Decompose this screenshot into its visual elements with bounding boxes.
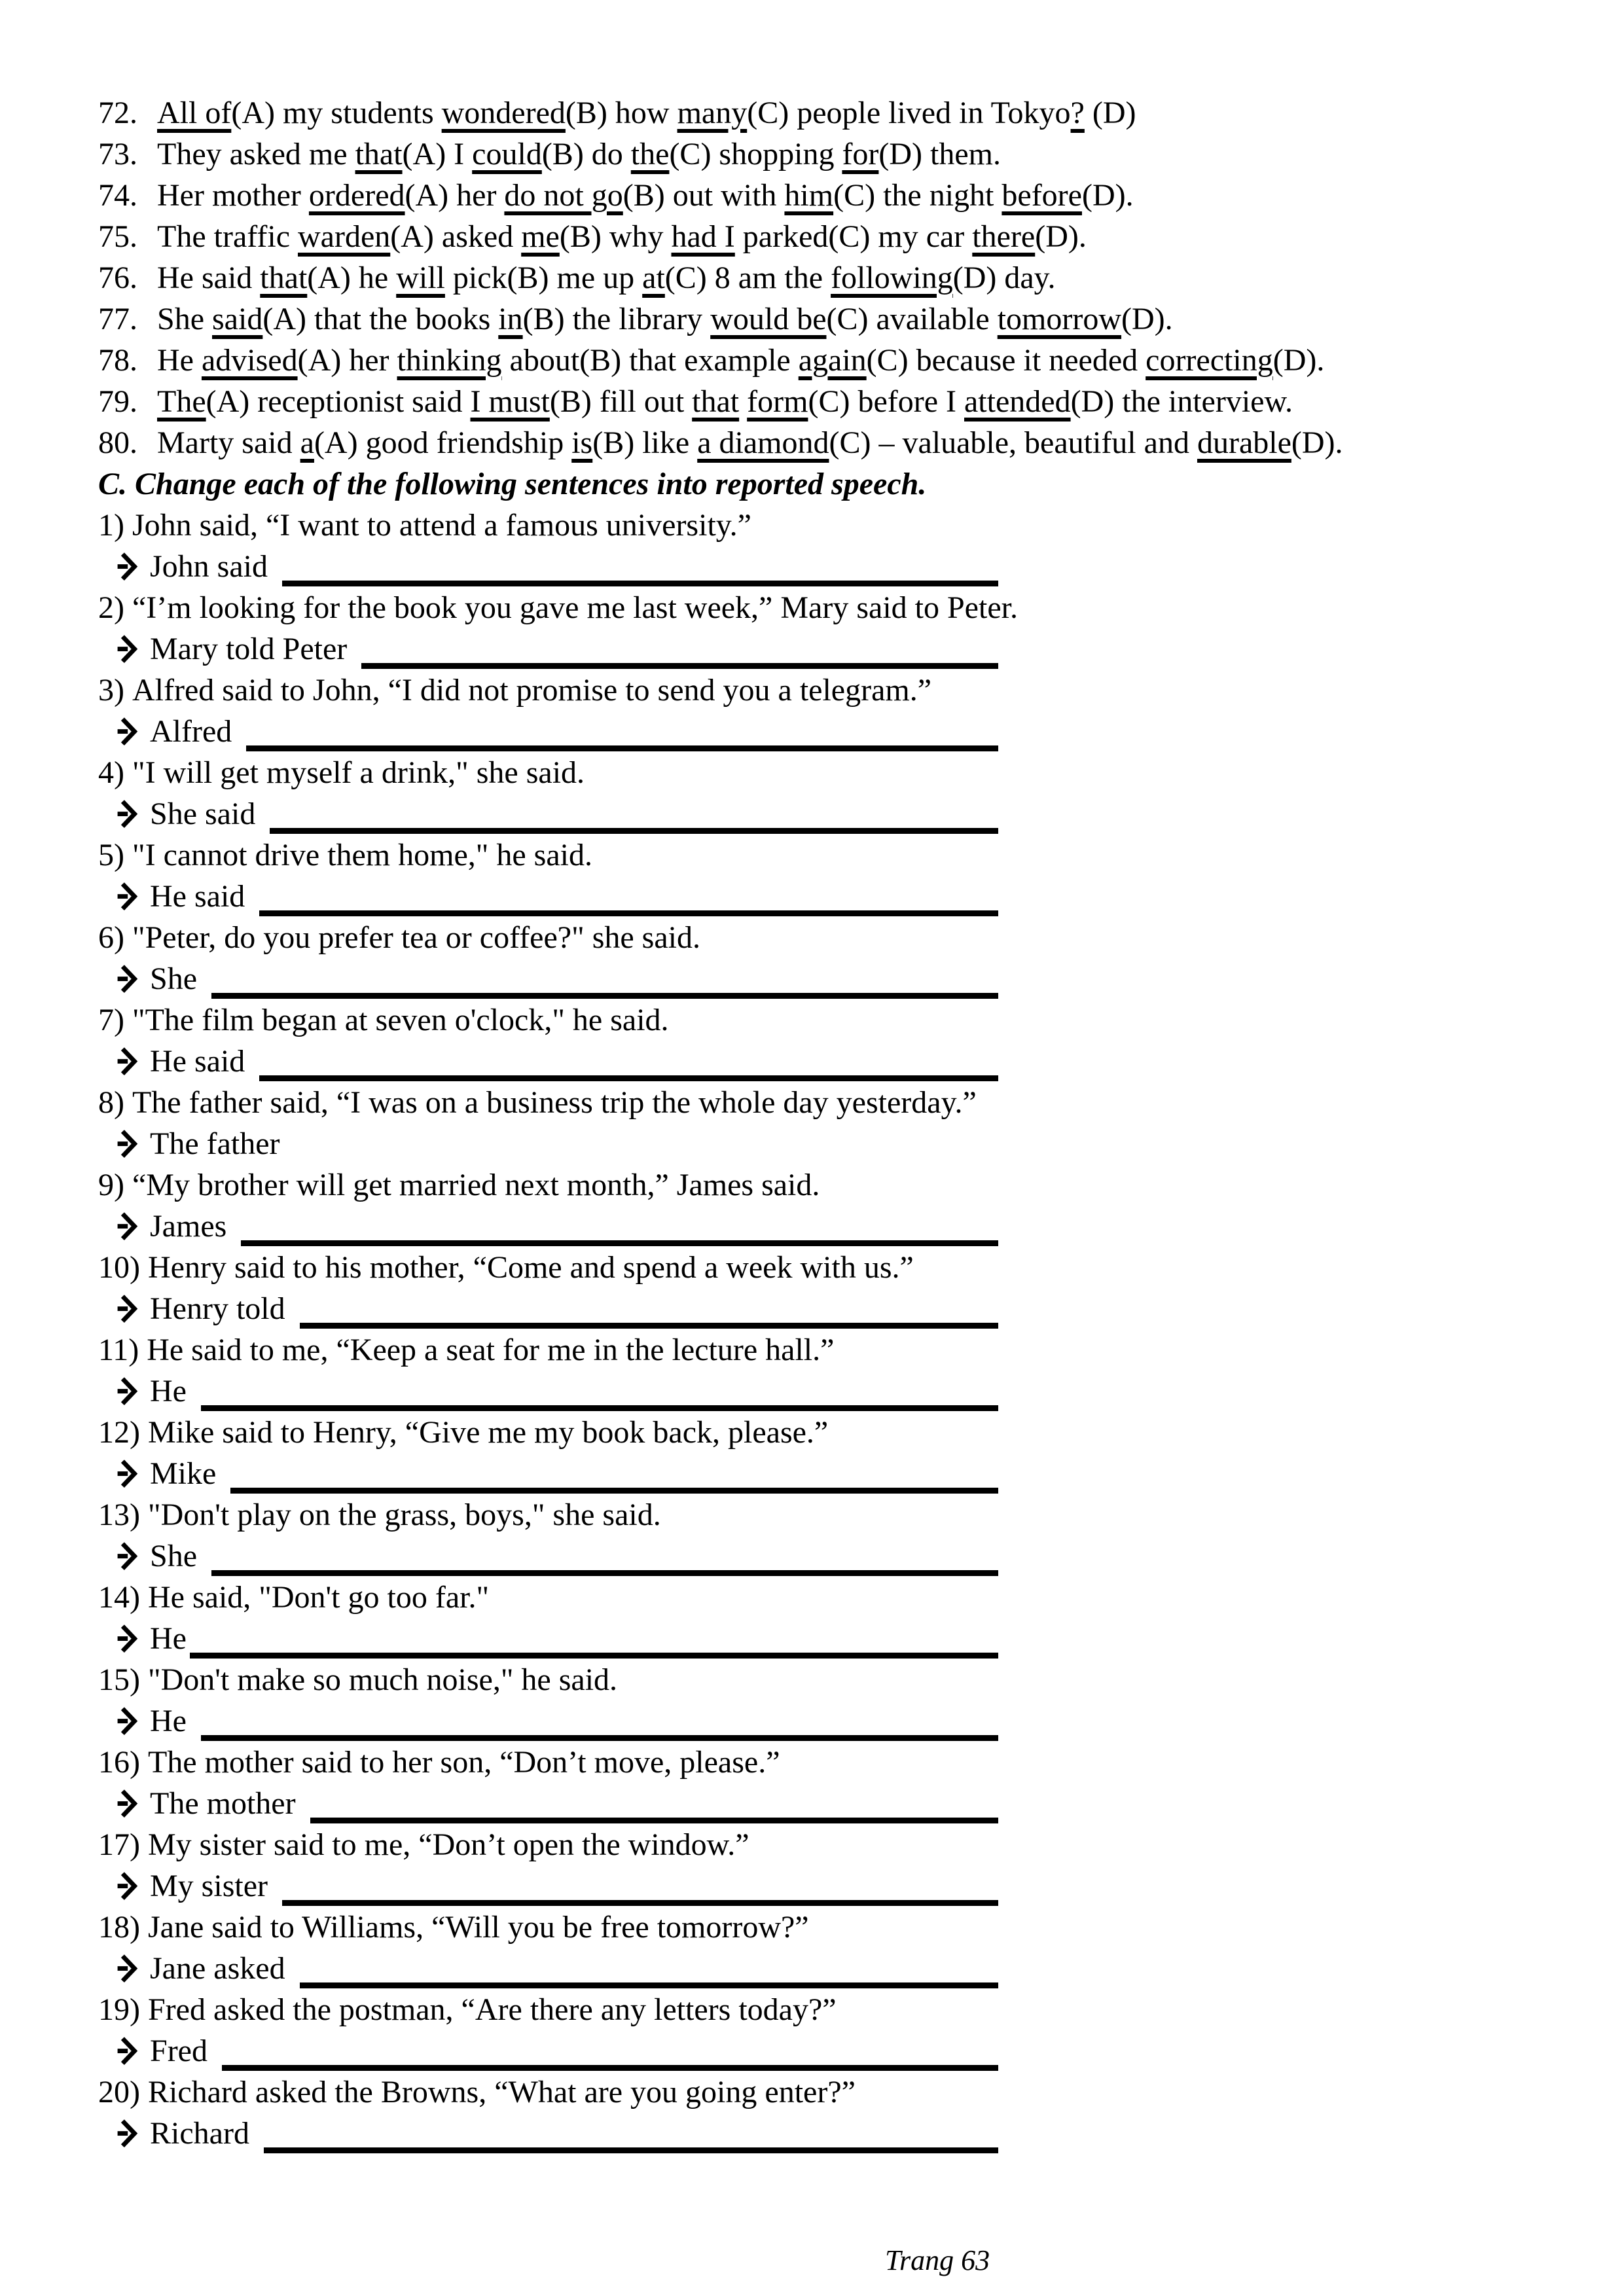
answer-blank: [201, 1700, 998, 1741]
answer-line: [116, 1618, 998, 1659]
exercise-item: [98, 1577, 1591, 1659]
prompt-text: Mike said to Henry, “Give me my book back, please.”: [147, 1415, 829, 1450]
arrow-icon: [116, 1950, 141, 1984]
mc-question-list: [98, 92, 1591, 463]
text-run: (A) that the books: [262, 302, 499, 336]
prompt-line: [98, 1907, 1591, 1948]
prompt-line: [98, 2072, 1591, 2113]
prompt-text: "Peter, do you prefer tea or coffee?" she said.: [132, 920, 700, 955]
underlined-word: that: [692, 384, 740, 419]
text-run: (A) I: [402, 137, 473, 171]
answer-line: [116, 2030, 998, 2072]
prompt-text: He said, "Don't go too far.": [147, 1580, 490, 1615]
answer-blank: [211, 958, 998, 999]
answer-blank: [259, 876, 998, 916]
item-number: 9): [98, 1168, 124, 1202]
question-text: [157, 96, 1136, 130]
underlined-word: in: [498, 302, 523, 336]
prompt-line: [98, 1577, 1591, 1618]
question-number: 73.: [98, 137, 137, 171]
item-number: 20): [98, 2075, 140, 2109]
item-number: 7): [98, 1003, 124, 1037]
answer-blank: [259, 1041, 998, 1081]
question-text: [157, 260, 1056, 295]
underlined-word: would be: [710, 302, 827, 336]
answer-blank: [300, 1288, 998, 1329]
text-run: (B) do: [541, 137, 631, 171]
mc-question-row: [98, 298, 1591, 340]
answer-prefix: He said: [150, 879, 245, 914]
arrow-icon: [116, 1125, 141, 1159]
item-number: 13): [98, 1498, 140, 1532]
prompt-text: The mother said to her son, “Don’t move, please.”: [147, 1745, 780, 1780]
underlined-word: before: [1001, 178, 1082, 213]
item-number: 1): [98, 508, 124, 543]
exercise-item: [98, 999, 1591, 1082]
item-number: 11): [98, 1333, 139, 1367]
answer-line: [116, 1041, 998, 1082]
underlined-word: him: [784, 178, 834, 213]
item-number: 14): [98, 1580, 140, 1615]
arrow-icon: [116, 1290, 141, 1324]
answer-prefix: Jane asked: [150, 1951, 285, 1986]
prompt-line: [98, 999, 1591, 1041]
text-run: (A) her: [297, 343, 397, 378]
answer-line: [116, 1865, 998, 1907]
arrow-icon: [116, 713, 141, 747]
answer-blank: [282, 546, 998, 586]
item-number: 2): [98, 590, 124, 625]
arrow-icon: [116, 2032, 141, 2066]
reported-speech-exercise-list: [98, 505, 1591, 2154]
answer-prefix: James: [150, 1209, 227, 1244]
prompt-text: Henry said to his mother, “Come and spend a week with us.”: [147, 1250, 914, 1285]
prompt-line: [98, 917, 1591, 958]
exercise-item: [98, 1329, 1591, 1412]
prompt-text: Alfred said to John, “I did not promise to send you a telegram.”: [132, 673, 932, 708]
prompt-text: Jane said to Williams, “Will you be free tomorrow?”: [147, 1910, 809, 1945]
prompt-line: [98, 1494, 1591, 1535]
mc-question-row: [98, 340, 1591, 381]
underlined-word: ordered: [308, 178, 405, 213]
text-run: (D) them.: [878, 137, 1001, 171]
item-number: 15): [98, 1662, 140, 1697]
text-run: (D) the interview.: [1070, 384, 1293, 419]
item-number: 10): [98, 1250, 140, 1285]
arrow-icon: [116, 1455, 141, 1489]
exercise-item: [98, 752, 1591, 834]
text-run: (C) – valuable, beautiful and: [829, 425, 1197, 460]
answer-prefix: He: [150, 1621, 187, 1656]
arrow-icon: [116, 1620, 141, 1654]
item-number: 4): [98, 755, 124, 790]
question-text: [157, 219, 1087, 254]
answer-prefix: Henry told: [150, 1291, 285, 1326]
arrow-icon: [116, 795, 141, 829]
mc-question-row: [98, 422, 1591, 463]
question-number: 75.: [98, 219, 137, 254]
answer-line: [116, 1700, 998, 1742]
answer-line: [116, 1783, 998, 1824]
prompt-line: [98, 1412, 1591, 1453]
underlined-word: for: [842, 137, 879, 171]
question-number: 80.: [98, 425, 137, 460]
text-run: (C) before I: [808, 384, 964, 419]
answer-line: [116, 793, 998, 834]
answer-blank: [270, 793, 998, 834]
text-run: (D): [1084, 96, 1136, 130]
underlined-word: at: [642, 260, 665, 295]
item-number: 17): [98, 1827, 140, 1862]
text-run: (C) people lived in Tokyo: [747, 96, 1071, 130]
answer-prefix: She: [150, 961, 197, 996]
answer-line: [116, 958, 998, 999]
underlined-word: that: [355, 137, 403, 171]
answer-blank: [211, 1535, 998, 1576]
answer-line: [116, 1206, 998, 1247]
underlined-word: could: [472, 137, 542, 171]
arrow-icon: [116, 1537, 141, 1571]
exercise-item: [98, 1247, 1591, 1329]
text-run: She: [157, 302, 212, 336]
answer-blank: [190, 1618, 998, 1659]
arrow-icon: [116, 1867, 141, 1901]
underlined-word: attended: [964, 384, 1071, 419]
arrow-icon: [116, 1372, 141, 1407]
text-run: (A) he: [307, 260, 397, 295]
question-number: 76.: [98, 260, 137, 295]
answer-line: [116, 628, 998, 670]
answer-prefix: My sister: [150, 1869, 268, 1903]
text-run: parked(C) my car: [734, 219, 973, 254]
text-run: (A) receptionist said: [206, 384, 471, 419]
answer-blank: [361, 628, 998, 669]
text-run: (C) because it needed: [866, 343, 1146, 378]
mc-question-row: [98, 216, 1591, 257]
answer-line: [116, 1453, 998, 1494]
question-text: [157, 425, 1343, 460]
text-run: (D).: [1291, 425, 1343, 460]
page-content: [98, 92, 1591, 2154]
prompt-text: He said to me, “Keep a seat for me in the lecture hall.”: [147, 1333, 835, 1367]
text-run: He: [157, 343, 202, 378]
answer-blank: [300, 1948, 998, 1988]
question-text: [157, 384, 1293, 419]
text-run: (A) my students: [231, 96, 442, 130]
exercise-item: [98, 505, 1591, 587]
item-number: 5): [98, 838, 124, 872]
mc-question-row: [98, 381, 1591, 422]
exercise-item: [98, 1989, 1591, 2072]
section-c-heading: C. Change each of the following sentences into reported speech.: [98, 467, 927, 501]
prompt-line: [98, 1082, 1591, 1123]
mc-question-row: [98, 175, 1591, 216]
prompt-line: [98, 1989, 1591, 2030]
prompt-text: “I’m looking for the book you gave me last week,” Mary said to Peter.: [132, 590, 1018, 625]
underlined-word: said: [212, 302, 263, 336]
answer-blank: [310, 1783, 998, 1823]
exercise-item: [98, 1494, 1591, 1577]
question-number: 78.: [98, 343, 137, 378]
underlined-word: form: [747, 384, 808, 419]
text-run: (B) out with: [623, 178, 785, 213]
underlined-word: a diamond: [697, 425, 829, 460]
prompt-text: "Don't play on the grass, boys," she said.: [147, 1498, 661, 1532]
text-run: [739, 384, 747, 419]
exercise-item: [98, 917, 1591, 999]
answer-line: [116, 1948, 998, 1989]
prompt-text: The father said, “I was on a business trip the whole day yesterday.”: [132, 1085, 977, 1120]
mc-question-row: [98, 257, 1591, 298]
mc-question-row: [98, 134, 1591, 175]
underlined-word: is: [571, 425, 593, 460]
answer-prefix: Alfred: [150, 714, 232, 749]
item-number: 12): [98, 1415, 140, 1450]
prompt-text: "Don't make so much noise," he said.: [147, 1662, 618, 1697]
answer-prefix: She: [150, 1539, 197, 1573]
underlined-word: ?: [1070, 96, 1085, 130]
text-run: (A) asked: [390, 219, 522, 254]
text-run: about(B) that example: [501, 343, 799, 378]
item-number: 3): [98, 673, 124, 708]
text-run: (D) day.: [952, 260, 1056, 295]
text-run: (A) her: [405, 178, 505, 213]
exercise-item: [98, 1907, 1591, 1989]
answer-line: [116, 2113, 998, 2154]
underlined-word: do not go: [504, 178, 623, 213]
prompt-text: "I cannot drive them home," he said.: [132, 838, 592, 872]
prompt-line: [98, 1329, 1591, 1371]
prompt-line: [98, 1742, 1591, 1783]
answer-blank: [264, 2113, 998, 2153]
exercise-item: [98, 1824, 1591, 1907]
question-number: 72.: [98, 96, 137, 130]
answer-prefix: John said: [150, 549, 268, 584]
prompt-text: My sister said to me, “Don’t open the window.”: [147, 1827, 749, 1862]
text-run: (B) like: [592, 425, 698, 460]
arrow-icon: [116, 1043, 141, 1077]
arrow-icon: [116, 630, 141, 664]
underlined-word: warden: [298, 219, 391, 254]
exercise-item: [98, 1082, 1591, 1164]
underlined-word: wondered: [441, 96, 566, 130]
prompt-text: "The film began at seven o'clock," he said.: [132, 1003, 669, 1037]
answer-line: [116, 1123, 998, 1164]
text-run: (B) fill out: [549, 384, 693, 419]
answer-prefix: Mike: [150, 1456, 217, 1491]
item-number: 8): [98, 1085, 124, 1120]
answer-blank: [230, 1453, 998, 1494]
answer-blank: [282, 1865, 998, 1906]
underlined-word: I must: [470, 384, 550, 419]
question-text: [157, 343, 1324, 378]
answer-blank: [222, 2030, 998, 2071]
text-run: They asked me: [157, 137, 355, 171]
answer-prefix: The mother: [150, 1786, 296, 1821]
arrow-icon: [116, 548, 141, 582]
prompt-line: [98, 1247, 1591, 1288]
underlined-word: All of: [157, 96, 232, 130]
text-run: (D).: [1121, 302, 1173, 336]
text-run: (C) the night: [833, 178, 1002, 213]
exercise-item: [98, 2072, 1591, 2154]
arrow-icon: [116, 878, 141, 912]
answer-prefix: He: [150, 1704, 187, 1738]
answer-line: [116, 876, 998, 917]
underlined-word: a: [300, 425, 314, 460]
text-run: (A) good friendship: [314, 425, 572, 460]
underlined-word: The: [157, 384, 206, 419]
prompt-text: "I will get myself a drink," she said.: [132, 755, 585, 790]
page-number: Trang 63: [885, 2244, 990, 2276]
underlined-word: thinking: [397, 343, 502, 378]
underlined-word: there: [972, 219, 1036, 254]
answer-line: [116, 546, 998, 587]
text-run: (C) 8 am the: [664, 260, 831, 295]
prompt-line: [98, 1164, 1591, 1206]
answer-prefix: Fred: [150, 2034, 208, 2068]
answer-prefix: He said: [150, 1044, 245, 1079]
prompt-line: [98, 505, 1591, 546]
text-run: (C) shopping: [669, 137, 842, 171]
answer-blank: [246, 711, 998, 751]
prompt-text: Richard asked the Browns, “What are you going enter?”: [147, 2075, 856, 2109]
exercise-item: [98, 587, 1591, 670]
mc-question-row: [98, 92, 1591, 134]
exercise-item: [98, 1659, 1591, 1742]
underlined-word: will: [396, 260, 445, 295]
answer-blank: [201, 1371, 998, 1411]
text-run: (B) how: [565, 96, 677, 130]
item-number: 19): [98, 1992, 140, 2027]
arrow-icon: [116, 1785, 141, 1819]
underlined-word: tomorrow: [997, 302, 1122, 336]
arrow-icon: [116, 960, 141, 994]
underlined-word: advised: [201, 343, 298, 378]
prompt-text: Fred asked the postman, “Are there any letters today?”: [147, 1992, 837, 2027]
answer-prefix: Mary told Peter: [150, 632, 348, 666]
text-run: Marty said: [157, 425, 300, 460]
prompt-line: [98, 1824, 1591, 1865]
answer-prefix: She said: [150, 797, 256, 831]
exercise-item: [98, 1742, 1591, 1824]
arrow-icon: [116, 2115, 141, 2149]
item-number: 18): [98, 1910, 140, 1945]
prompt-line: [98, 1659, 1591, 1700]
answer-line: [116, 1535, 998, 1577]
text-run: (C) available: [826, 302, 998, 336]
prompt-line: [98, 834, 1591, 876]
question-number: 74.: [98, 178, 137, 213]
text-run: (B) the library: [522, 302, 711, 336]
exercise-item: [98, 834, 1591, 917]
question-text: [157, 178, 1134, 213]
underlined-word: correcting: [1146, 343, 1273, 378]
answer-line: [116, 1288, 998, 1329]
prompt-line: [98, 752, 1591, 793]
item-number: 6): [98, 920, 124, 955]
exercise-item: [98, 1164, 1591, 1247]
text-run: The traffic: [157, 219, 298, 254]
text-run: Her mother: [157, 178, 309, 213]
question-number: 77.: [98, 302, 137, 336]
underlined-word: me: [521, 219, 560, 254]
exercise-item: [98, 1412, 1591, 1494]
answer-prefix: The father: [150, 1126, 280, 1161]
answer-prefix: Richard: [150, 2116, 249, 2151]
text-run: (D).: [1272, 343, 1325, 378]
question-text: [157, 302, 1173, 336]
text-run: He said: [157, 260, 261, 295]
underlined-word: following: [831, 260, 953, 295]
question-text: [157, 137, 1001, 171]
text-run: (D).: [1081, 178, 1134, 213]
underlined-word: had I: [671, 219, 735, 254]
answer-prefix: He: [150, 1374, 187, 1408]
underlined-word: durable: [1197, 425, 1291, 460]
exercise-item: [98, 670, 1591, 752]
text-run: pick(B) me up: [444, 260, 643, 295]
prompt-text: “My brother will get married next month,” James said.: [132, 1168, 820, 1202]
answer-line: [116, 1371, 998, 1412]
arrow-icon: [116, 1208, 141, 1242]
prompt-line: [98, 670, 1591, 711]
underlined-word: the: [630, 137, 670, 171]
underlined-word: that: [260, 260, 308, 295]
arrow-icon: [116, 1702, 141, 1736]
text-run: (B) why: [559, 219, 672, 254]
item-number: 16): [98, 1745, 140, 1780]
underlined-word: many: [677, 96, 748, 130]
answer-blank: [241, 1206, 998, 1246]
text-run: (D).: [1035, 219, 1087, 254]
prompt-line: [98, 587, 1591, 628]
underlined-word: again: [798, 343, 867, 378]
answer-line: [116, 711, 998, 752]
question-number: 79.: [98, 384, 137, 419]
prompt-text: John said, “I want to attend a famous university.”: [132, 508, 751, 543]
